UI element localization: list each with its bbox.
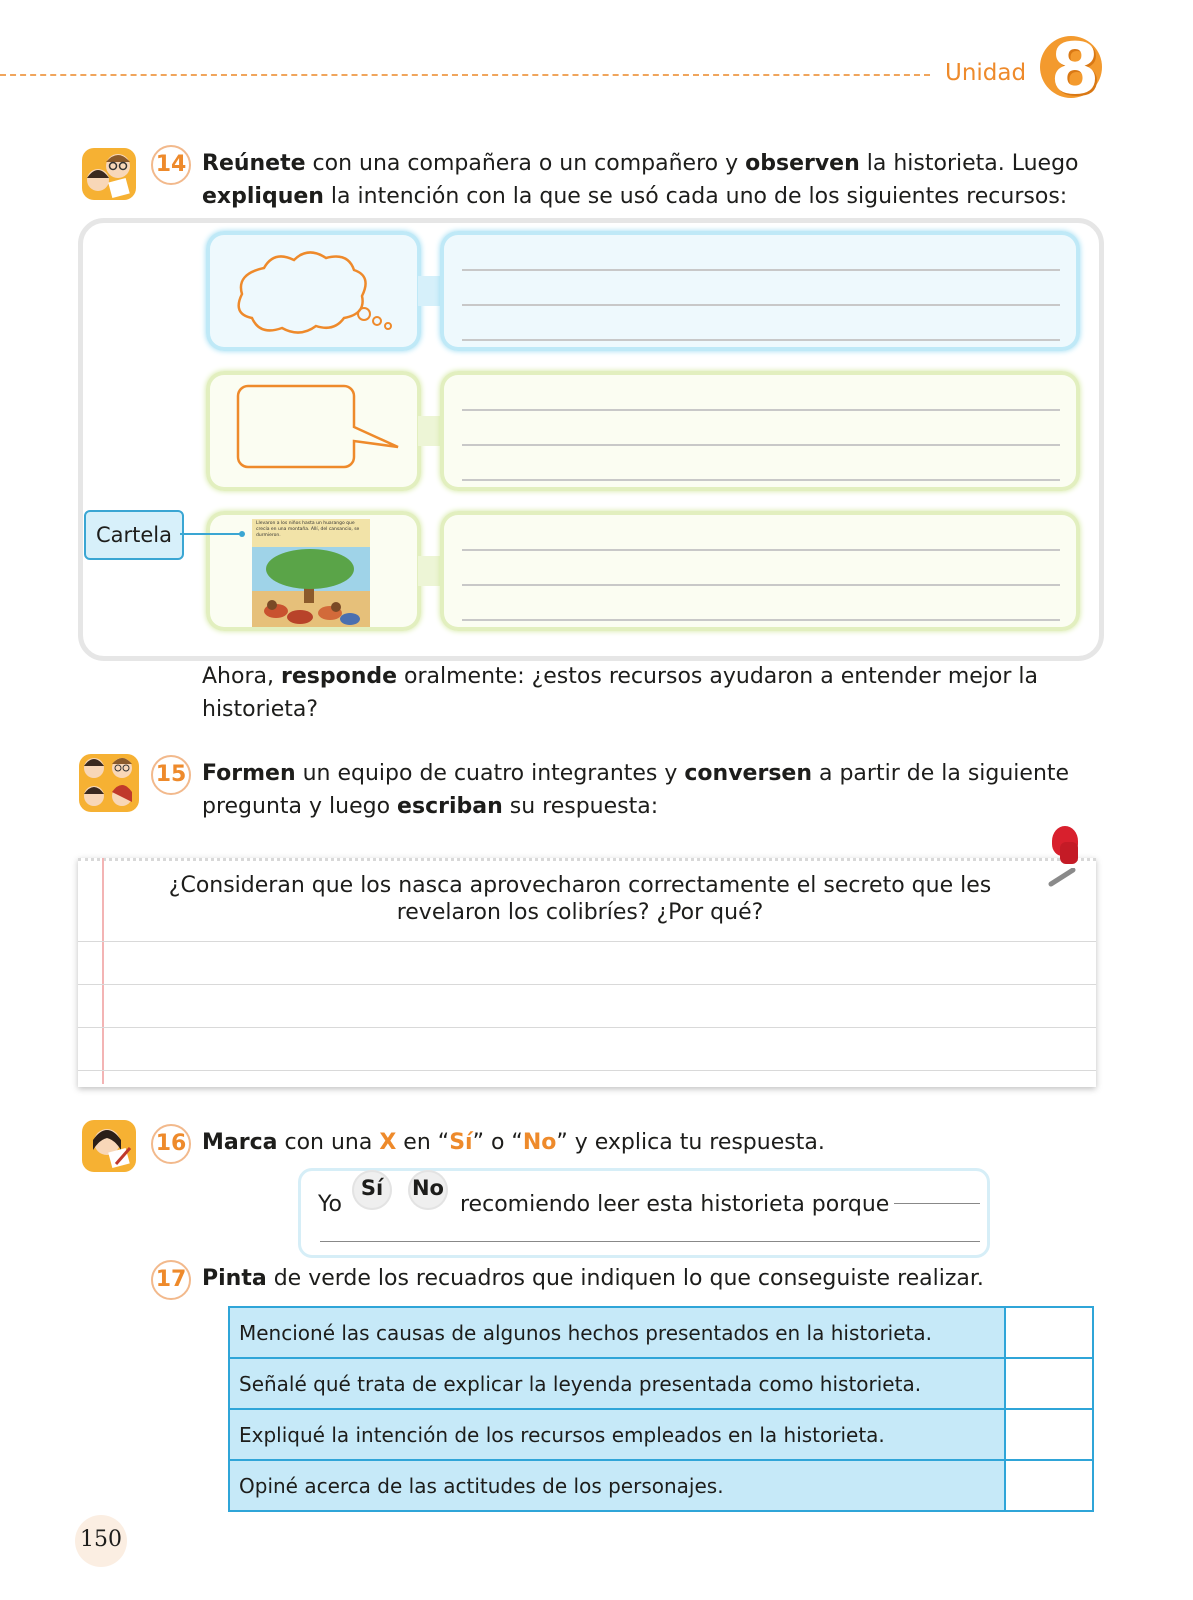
q14-follow-up-line-2 bbox=[202, 693, 318, 726]
writing-line bbox=[462, 619, 1060, 621]
writing-line bbox=[462, 409, 1060, 411]
evaluation-statement: Mencioné las causas de algunos hechos presentados en la historieta. bbox=[229, 1307, 1005, 1358]
connector bbox=[418, 276, 440, 306]
writing-line bbox=[462, 479, 1060, 481]
text-segment: un equipo de cuatro integrantes y bbox=[295, 761, 685, 786]
team-work-icon bbox=[76, 752, 142, 814]
unit-number: 8 bbox=[1050, 28, 1100, 110]
writing-line bbox=[462, 549, 1060, 551]
text-segment: la historieta. Luego bbox=[859, 151, 1079, 176]
writing-line bbox=[462, 339, 1060, 341]
discussion-question-line-1: ¿Consideran que los nasca aprovecharon correctamente el secreto que les bbox=[168, 873, 992, 898]
evaluation-checkbox[interactable] bbox=[1005, 1358, 1093, 1409]
text-segment: con una compañera o un compañero y bbox=[305, 151, 746, 176]
q14-line-2 bbox=[202, 180, 1067, 213]
discussion-question bbox=[140, 872, 1020, 926]
text-segment: de verde los recuadros que indiquen lo que conseguiste realizar. bbox=[266, 1266, 984, 1291]
discussion-question-line-2: revelaron los colibríes? ¿Por qué? bbox=[396, 900, 764, 925]
page-number: 150 bbox=[80, 1527, 122, 1552]
notebook-line bbox=[78, 941, 1096, 942]
evaluation-statement: Señalé qué trata de explicar la leyenda presentada como historieta. bbox=[229, 1358, 1005, 1409]
bold-keyword: Pinta bbox=[202, 1266, 267, 1291]
table-row bbox=[229, 1307, 1093, 1358]
text-segment: ” y explica tu respuesta. bbox=[556, 1130, 825, 1155]
writing-line bbox=[462, 269, 1060, 271]
q15-line-2 bbox=[202, 790, 658, 823]
text-segment: pregunta y luego bbox=[202, 794, 398, 819]
writing-line bbox=[462, 304, 1060, 306]
notebook-line bbox=[78, 1027, 1096, 1028]
push-pin-needle bbox=[1045, 868, 1079, 888]
bold-keyword: Formen bbox=[202, 761, 296, 786]
text-segment: oralmente: ¿estos recursos ayudaron a entender mejor la bbox=[397, 664, 1038, 689]
evaluation-statement: Expliqué la intención de los recursos empleados en la historieta. bbox=[229, 1409, 1005, 1460]
yo-label: Yo bbox=[318, 1192, 342, 1217]
unit-label: Unidad bbox=[945, 60, 1027, 86]
text-segment: en “ bbox=[396, 1130, 450, 1155]
header-dashed-line bbox=[0, 74, 930, 76]
recommendation-sentence: recomiendo leer esta historieta porque bbox=[460, 1192, 890, 1217]
text-segment: su respuesta: bbox=[502, 794, 659, 819]
evaluation-checkbox[interactable] bbox=[1005, 1409, 1093, 1460]
evaluation-checkbox[interactable] bbox=[1005, 1460, 1093, 1511]
bold-keyword: observen bbox=[745, 151, 860, 176]
speech-bubble-icon bbox=[236, 384, 402, 470]
question-number-16: 16 bbox=[151, 1124, 191, 1164]
bold-keyword: Reúnete bbox=[202, 151, 306, 176]
thought-bubble-icon bbox=[234, 246, 404, 338]
bold-keyword: responde bbox=[280, 664, 398, 689]
q14-follow-up-line-1 bbox=[202, 660, 1038, 693]
orange-keyword: No bbox=[522, 1130, 557, 1155]
question-number-14: 14 bbox=[151, 145, 191, 185]
connector bbox=[418, 416, 440, 446]
notebook-margin-line bbox=[102, 858, 104, 1084]
text-segment: con una bbox=[277, 1130, 380, 1155]
bold-keyword: escriban bbox=[397, 794, 503, 819]
connector bbox=[418, 556, 440, 586]
q15-line-1 bbox=[202, 757, 1069, 790]
writing-line[interactable] bbox=[320, 1241, 980, 1242]
orange-keyword: X bbox=[379, 1130, 397, 1155]
text-segment: la intención con la que se usó cada uno de los siguientes recursos: bbox=[323, 184, 1068, 209]
bold-keyword: expliquen bbox=[202, 184, 324, 209]
evaluation-checkbox[interactable] bbox=[1005, 1307, 1093, 1358]
text-segment: historieta? bbox=[202, 697, 319, 722]
answer-box-3[interactable] bbox=[440, 511, 1080, 631]
sleeping-children-illustration bbox=[252, 547, 370, 627]
push-pin-body bbox=[1060, 842, 1078, 864]
notebook-line bbox=[78, 984, 1096, 985]
individual-work-icon bbox=[80, 1118, 138, 1174]
q17-line-1 bbox=[202, 1262, 984, 1295]
no-checkbox[interactable]: No bbox=[408, 1170, 448, 1210]
cartela-caption: Llevaron a los niños hasta un huarango que crecía en una montaña. Allí, del cansancio, se durmieron. bbox=[256, 521, 360, 538]
evaluation-statement: Opiné acerca de las actitudes de los personajes. bbox=[229, 1460, 1005, 1511]
pair-work-icon bbox=[80, 146, 138, 202]
q16-line-1 bbox=[202, 1126, 825, 1159]
text-segment: a partir de la siguiente bbox=[812, 761, 1070, 786]
bold-keyword: Marca bbox=[202, 1130, 278, 1155]
cartela-arrow bbox=[180, 528, 248, 540]
writing-line[interactable] bbox=[894, 1203, 980, 1204]
table-row bbox=[229, 1409, 1093, 1460]
bold-keyword: conversen bbox=[684, 761, 812, 786]
writing-line bbox=[462, 444, 1060, 446]
writing-line bbox=[462, 584, 1060, 586]
answer-box-2[interactable] bbox=[440, 371, 1080, 491]
table-row bbox=[229, 1460, 1093, 1511]
notebook-line bbox=[78, 1070, 1096, 1071]
question-number-15: 15 bbox=[151, 755, 191, 795]
answer-box-1[interactable] bbox=[440, 231, 1080, 351]
orange-keyword: Sí bbox=[449, 1130, 473, 1155]
question-number-17: 17 bbox=[151, 1260, 191, 1300]
si-checkbox[interactable]: Sí bbox=[352, 1170, 392, 1210]
comic-panel-image bbox=[252, 519, 370, 627]
table-row bbox=[229, 1358, 1093, 1409]
cartela-label: Cartela bbox=[84, 510, 184, 560]
q14-line-1 bbox=[202, 147, 1079, 180]
text-segment: ” o “ bbox=[472, 1130, 523, 1155]
self-evaluation-table bbox=[228, 1306, 1094, 1512]
text-segment: Ahora, bbox=[202, 664, 281, 689]
